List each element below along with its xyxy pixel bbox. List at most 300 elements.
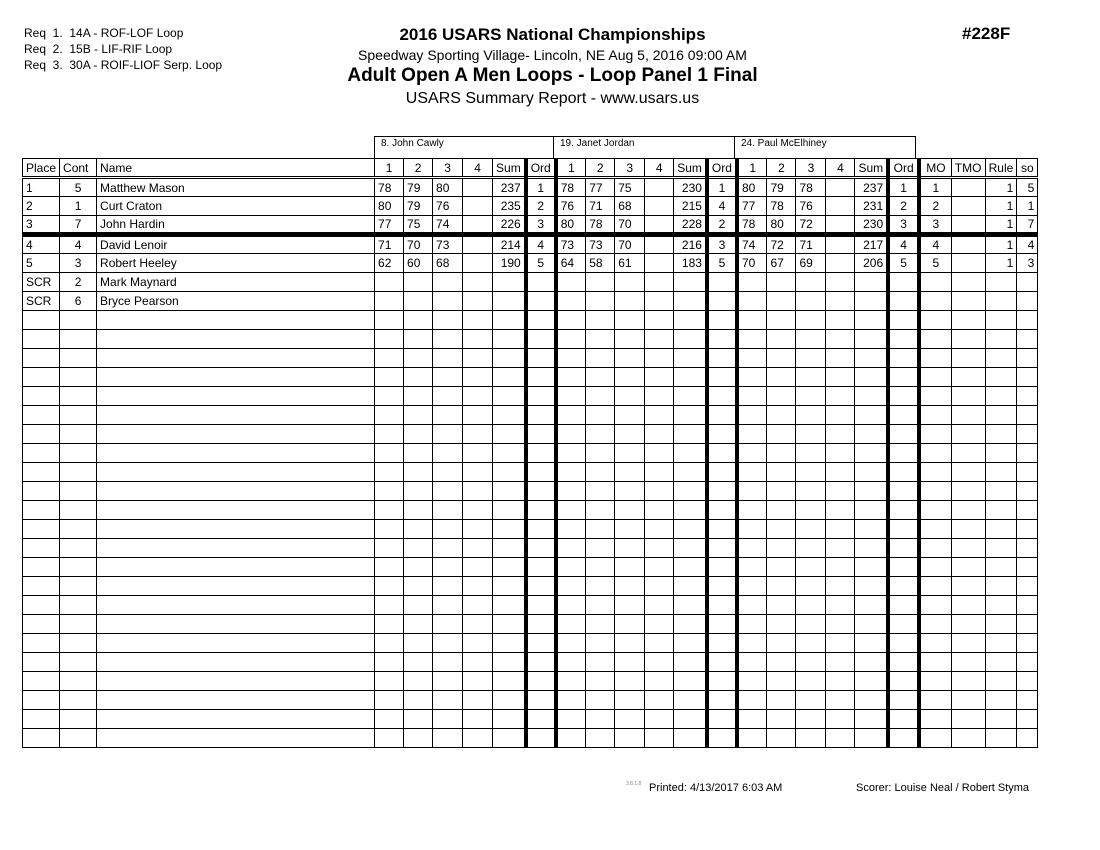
judge-1-score-4 xyxy=(463,254,493,273)
judge-2-sum xyxy=(674,387,707,406)
judge-1-score-4 xyxy=(463,292,493,311)
judge-2-score-3: 70 xyxy=(615,235,645,254)
col-j3-s2: 2 xyxy=(767,159,796,178)
judge-3-score-2: 80 xyxy=(767,216,796,235)
judge-1-sum xyxy=(493,330,526,349)
judge-1-sum xyxy=(493,349,526,368)
tmo-cell xyxy=(951,368,985,387)
mo-cell: 5 xyxy=(919,254,951,273)
rule-cell xyxy=(985,710,1017,729)
judge-1-score-1 xyxy=(375,444,404,463)
judge-1-score-3 xyxy=(433,729,463,748)
judge-3-score-4 xyxy=(826,520,855,539)
judge-1-sum xyxy=(493,558,526,577)
place-cell xyxy=(23,710,60,729)
rule-cell xyxy=(985,311,1017,330)
judge-1-ordinal xyxy=(526,672,556,691)
place-cell: 5 xyxy=(23,254,60,273)
judge-2-score-1 xyxy=(556,387,586,406)
cont-cell: 7 xyxy=(60,216,97,235)
judge-3-sum xyxy=(855,596,888,615)
judge-1-ordinal xyxy=(526,615,556,634)
judge-1-score-3: 80 xyxy=(433,178,463,197)
judge-1-score-2 xyxy=(404,615,433,634)
place-cell xyxy=(23,349,60,368)
judge-1-sum: 237 xyxy=(493,178,526,197)
judge-2-score-3 xyxy=(615,539,645,558)
judge-3-score-3 xyxy=(796,710,826,729)
table-row xyxy=(23,596,1038,615)
judge-1-score-2 xyxy=(404,653,433,672)
judge-1-score-1 xyxy=(375,292,404,311)
cont-cell xyxy=(60,349,97,368)
judge-3-score-4 xyxy=(826,710,855,729)
judge-2-score-2 xyxy=(586,691,615,710)
place-cell xyxy=(23,729,60,748)
judge-1-score-4 xyxy=(463,349,493,368)
judge-1-score-2 xyxy=(404,672,433,691)
place-cell xyxy=(23,406,60,425)
table-row xyxy=(23,577,1038,596)
judge-1-score-3 xyxy=(433,710,463,729)
judge-3-ordinal xyxy=(888,615,919,634)
judge-3-score-3 xyxy=(796,387,826,406)
judge-3-sum xyxy=(855,444,888,463)
table-row xyxy=(23,425,1038,444)
judge-2-sum xyxy=(674,444,707,463)
judge-2-score-2 xyxy=(586,406,615,425)
judge-2-score-4 xyxy=(645,729,674,748)
skater-name-cell xyxy=(97,368,375,387)
judge-3-score-2 xyxy=(767,577,796,596)
judge-3-score-2 xyxy=(767,349,796,368)
tmo-cell xyxy=(951,444,985,463)
judge-3-ordinal xyxy=(888,406,919,425)
judge-2-score-4 xyxy=(645,387,674,406)
judge-1-score-1 xyxy=(375,368,404,387)
judge-2-score-3 xyxy=(615,463,645,482)
judge-1-score-2 xyxy=(404,406,433,425)
mo-cell xyxy=(919,463,951,482)
judge-1-score-4 xyxy=(463,596,493,615)
judge-1-score-3 xyxy=(433,558,463,577)
judge-3-sum xyxy=(855,273,888,292)
rule-cell xyxy=(985,273,1017,292)
judge-3-sum xyxy=(855,330,888,349)
judge-3-sum xyxy=(855,406,888,425)
results-table xyxy=(22,158,1038,748)
table-row xyxy=(23,653,1038,672)
judge-3-score-2 xyxy=(767,672,796,691)
col-j3-ord: Ord xyxy=(888,159,919,178)
tmo-cell xyxy=(951,387,985,406)
judge-3-score-1 xyxy=(737,691,767,710)
judge-1-score-2 xyxy=(404,501,433,520)
so-cell xyxy=(1017,729,1038,748)
tmo-cell xyxy=(951,653,985,672)
judge-3-ordinal xyxy=(888,691,919,710)
judge-3-score-3: 72 xyxy=(796,216,826,235)
judge-2-score-2: 78 xyxy=(586,216,615,235)
judge-2-score-2: 58 xyxy=(586,254,615,273)
judge-3-ordinal: 1 xyxy=(888,178,919,197)
judge-1-ordinal xyxy=(526,406,556,425)
place-cell xyxy=(23,653,60,672)
judge-1-score-1 xyxy=(375,349,404,368)
mo-cell: 4 xyxy=(919,235,951,254)
judge-1-score-4 xyxy=(463,577,493,596)
place-cell xyxy=(23,444,60,463)
judge-1-sum xyxy=(493,387,526,406)
judge-1-score-3: 73 xyxy=(433,235,463,254)
judge-3-sum xyxy=(855,710,888,729)
judge-3-ordinal xyxy=(888,653,919,672)
mo-cell xyxy=(919,653,951,672)
judge-2-sum xyxy=(674,425,707,444)
judge-2-score-2 xyxy=(586,672,615,691)
judge-2-ordinal xyxy=(707,520,737,539)
judge-1-score-3 xyxy=(433,520,463,539)
col-j2-ord: Ord xyxy=(707,159,737,178)
judge-3-score-3 xyxy=(796,406,826,425)
cont-cell xyxy=(60,520,97,539)
judge-3-score-2 xyxy=(767,558,796,577)
judge-1-score-4 xyxy=(463,634,493,653)
judge-1-header: 8. John Cawly xyxy=(374,136,554,158)
judge-2-sum: 216 xyxy=(674,235,707,254)
judge-1-sum xyxy=(493,729,526,748)
skater-name-cell xyxy=(97,653,375,672)
judge-1-ordinal xyxy=(526,501,556,520)
judge-3-score-1: 74 xyxy=(737,235,767,254)
judge-3-score-1 xyxy=(737,577,767,596)
table-row xyxy=(23,482,1038,501)
judge-2-ordinal xyxy=(707,273,737,292)
judge-1-sum xyxy=(493,653,526,672)
judge-1-score-3 xyxy=(433,273,463,292)
judge-2-score-4 xyxy=(645,558,674,577)
printed-timestamp: Printed: 4/13/2017 6:03 AM xyxy=(649,782,783,794)
place-cell xyxy=(23,311,60,330)
judge-2-header: 19. Janet Jordan xyxy=(553,136,735,158)
table-row xyxy=(23,254,1038,273)
judge-3-score-4 xyxy=(826,235,855,254)
rule-cell: 1 xyxy=(985,197,1017,216)
place-cell: 1 xyxy=(23,178,60,197)
judge-3-sum xyxy=(855,501,888,520)
judge-3-score-2: 72 xyxy=(767,235,796,254)
judge-2-sum xyxy=(674,292,707,311)
mo-cell xyxy=(919,444,951,463)
judge-3-score-2 xyxy=(767,444,796,463)
so-cell xyxy=(1017,482,1038,501)
judge-2-score-3: 68 xyxy=(615,197,645,216)
mo-cell: 2 xyxy=(919,197,951,216)
judge-2-sum xyxy=(674,349,707,368)
mo-cell xyxy=(919,672,951,691)
judge-3-score-2 xyxy=(767,501,796,520)
tmo-cell xyxy=(951,254,985,273)
judge-3-score-2 xyxy=(767,463,796,482)
rule-cell: 1 xyxy=(985,216,1017,235)
judge-3-ordinal xyxy=(888,444,919,463)
judge-3-score-2 xyxy=(767,691,796,710)
skater-name-cell xyxy=(97,311,375,330)
judge-3-score-3 xyxy=(796,444,826,463)
judge-1-score-1 xyxy=(375,653,404,672)
judge-3-score-2: 67 xyxy=(767,254,796,273)
judge-1-sum xyxy=(493,444,526,463)
judge-2-score-1 xyxy=(556,482,586,501)
mo-cell xyxy=(919,596,951,615)
judge-2-score-1: 80 xyxy=(556,216,586,235)
judge-3-score-3 xyxy=(796,330,826,349)
judge-3-score-4 xyxy=(826,672,855,691)
judge-2-score-3 xyxy=(615,653,645,672)
place-cell xyxy=(23,596,60,615)
so-cell xyxy=(1017,311,1038,330)
judge-3-score-1: 78 xyxy=(737,216,767,235)
judge-2-score-4 xyxy=(645,615,674,634)
judge-1-score-3: 76 xyxy=(433,197,463,216)
judge-2-score-1 xyxy=(556,330,586,349)
col-j2-s3: 3 xyxy=(615,159,645,178)
rule-cell xyxy=(985,691,1017,710)
judge-2-score-4 xyxy=(645,710,674,729)
judge-1-sum xyxy=(493,672,526,691)
judge-2-score-1: 76 xyxy=(556,197,586,216)
judge-1-sum xyxy=(493,615,526,634)
mo-cell: 1 xyxy=(919,178,951,197)
tmo-cell xyxy=(951,596,985,615)
table-row xyxy=(23,216,1038,235)
cont-cell xyxy=(60,425,97,444)
judge-3-score-2 xyxy=(767,406,796,425)
judge-1-score-1 xyxy=(375,672,404,691)
judge-1-ordinal xyxy=(526,482,556,501)
table-row xyxy=(23,710,1038,729)
judge-2-score-2 xyxy=(586,539,615,558)
judge-1-score-1: 77 xyxy=(375,216,404,235)
judge-3-sum xyxy=(855,558,888,577)
judge-3-score-1 xyxy=(737,615,767,634)
judge-1-score-4 xyxy=(463,368,493,387)
rule-cell: 1 xyxy=(985,178,1017,197)
judge-2-sum xyxy=(674,406,707,425)
judge-3-score-2 xyxy=(767,596,796,615)
judge-2-score-4 xyxy=(645,311,674,330)
mo-cell xyxy=(919,520,951,539)
judge-3-score-4 xyxy=(826,349,855,368)
judge-3-ordinal xyxy=(888,273,919,292)
judge-2-sum xyxy=(674,653,707,672)
software-version: 3.8.1.8 xyxy=(626,781,642,787)
judge-1-sum xyxy=(493,425,526,444)
col-j3-s3: 3 xyxy=(796,159,826,178)
judge-3-score-4 xyxy=(826,463,855,482)
skater-name-cell xyxy=(97,596,375,615)
judge-1-ordinal xyxy=(526,691,556,710)
judge-1-score-2: 75 xyxy=(404,216,433,235)
mo-cell xyxy=(919,482,951,501)
judge-1-sum xyxy=(493,311,526,330)
skater-name-cell xyxy=(97,330,375,349)
judge-1-score-1 xyxy=(375,387,404,406)
judge-1-sum: 235 xyxy=(493,197,526,216)
tmo-cell xyxy=(951,197,985,216)
skater-name-cell xyxy=(97,672,375,691)
tmo-cell xyxy=(951,330,985,349)
col-tmo: TMO xyxy=(951,159,985,178)
judge-3-sum: 217 xyxy=(855,235,888,254)
judge-1-score-1 xyxy=(375,710,404,729)
col-j1-s1: 1 xyxy=(375,159,404,178)
mo-cell xyxy=(919,406,951,425)
judge-2-score-1: 64 xyxy=(556,254,586,273)
judge-3-score-4 xyxy=(826,482,855,501)
judge-2-score-3 xyxy=(615,482,645,501)
judge-2-score-3 xyxy=(615,330,645,349)
judge-3-score-3 xyxy=(796,653,826,672)
mo-cell: 3 xyxy=(919,216,951,235)
judge-1-score-2 xyxy=(404,596,433,615)
judge-3-score-1: 77 xyxy=(737,197,767,216)
table-row xyxy=(23,178,1038,197)
cont-cell xyxy=(60,501,97,520)
judge-2-score-3: 61 xyxy=(615,254,645,273)
judge-2-score-4 xyxy=(645,501,674,520)
judge-1-score-2 xyxy=(404,444,433,463)
judge-1-ordinal xyxy=(526,463,556,482)
place-cell: SCR xyxy=(23,273,60,292)
judge-1-score-1 xyxy=(375,406,404,425)
judge-1-score-2 xyxy=(404,558,433,577)
judge-2-ordinal xyxy=(707,444,737,463)
judge-3-score-3 xyxy=(796,577,826,596)
rule-cell xyxy=(985,577,1017,596)
judge-3-score-3 xyxy=(796,368,826,387)
mo-cell xyxy=(919,615,951,634)
venue-date: Speedway Sporting Village- Lincoln, NE Aug 5, 2016 09:00 AM xyxy=(358,47,747,63)
judge-3-score-2 xyxy=(767,311,796,330)
judge-3-sum xyxy=(855,463,888,482)
skater-name-cell: Matthew Mason xyxy=(97,178,375,197)
rule-cell xyxy=(985,653,1017,672)
judge-3-score-4 xyxy=(826,558,855,577)
judge-1-score-4 xyxy=(463,539,493,558)
tmo-cell xyxy=(951,425,985,444)
so-cell xyxy=(1017,672,1038,691)
report-header xyxy=(300,24,805,110)
judge-3-header: 24. Paul McElhiney xyxy=(734,136,916,158)
judge-1-score-1 xyxy=(375,425,404,444)
judge-3-score-4 xyxy=(826,406,855,425)
tmo-cell xyxy=(951,729,985,748)
judge-2-score-2 xyxy=(586,368,615,387)
judge-3-score-4 xyxy=(826,311,855,330)
judge-1-sum xyxy=(493,577,526,596)
judge-3-sum xyxy=(855,577,888,596)
judge-3-sum xyxy=(855,387,888,406)
table-row xyxy=(23,615,1038,634)
judge-2-score-1 xyxy=(556,615,586,634)
judge-3-score-4 xyxy=(826,577,855,596)
judge-1-score-1 xyxy=(375,577,404,596)
judge-1-score-4 xyxy=(463,311,493,330)
judge-3-ordinal xyxy=(888,482,919,501)
judge-3-sum xyxy=(855,311,888,330)
judge-3-score-1 xyxy=(737,444,767,463)
judge-2-score-4 xyxy=(645,653,674,672)
judge-3-score-4 xyxy=(826,330,855,349)
judge-3-score-3 xyxy=(796,596,826,615)
tmo-cell xyxy=(951,577,985,596)
table-row xyxy=(23,349,1038,368)
judge-1-score-2 xyxy=(404,463,433,482)
judge-2-score-2 xyxy=(586,520,615,539)
judge-1-score-3: 68 xyxy=(433,254,463,273)
tmo-cell xyxy=(951,349,985,368)
judge-2-score-3 xyxy=(615,729,645,748)
tmo-cell xyxy=(951,501,985,520)
judge-2-sum xyxy=(674,634,707,653)
place-cell xyxy=(23,463,60,482)
mo-cell xyxy=(919,691,951,710)
table-row xyxy=(23,387,1038,406)
judge-1-score-2 xyxy=(404,292,433,311)
judge-2-ordinal xyxy=(707,292,737,311)
judge-3-score-3 xyxy=(796,520,826,539)
skater-name-cell: John Hardin xyxy=(97,216,375,235)
cont-cell xyxy=(60,710,97,729)
judge-1-score-2 xyxy=(404,634,433,653)
judge-3-score-2 xyxy=(767,482,796,501)
judge-3-score-2 xyxy=(767,634,796,653)
judge-2-score-2 xyxy=(586,463,615,482)
judge-2-score-2 xyxy=(586,615,615,634)
judge-2-score-1 xyxy=(556,691,586,710)
judge-1-score-3 xyxy=(433,406,463,425)
so-cell: 1 xyxy=(1017,197,1038,216)
judge-3-sum xyxy=(855,672,888,691)
event-number: #228F xyxy=(962,24,1011,43)
judge-2-sum xyxy=(674,710,707,729)
judge-1-score-3 xyxy=(433,330,463,349)
judge-2-ordinal xyxy=(707,311,737,330)
judge-1-score-4 xyxy=(463,387,493,406)
rule-cell xyxy=(985,406,1017,425)
skater-name-cell: Curt Craton xyxy=(97,197,375,216)
judge-3-sum xyxy=(855,615,888,634)
judge-1-score-4 xyxy=(463,406,493,425)
judge-3-score-1 xyxy=(737,425,767,444)
judge-2-score-3 xyxy=(615,273,645,292)
judge-3-ordinal xyxy=(888,596,919,615)
so-cell xyxy=(1017,615,1038,634)
judge-2-score-4 xyxy=(645,691,674,710)
judge-1-score-4 xyxy=(463,463,493,482)
skater-name-cell xyxy=(97,634,375,653)
judge-3-ordinal: 3 xyxy=(888,216,919,235)
place-cell xyxy=(23,539,60,558)
judge-1-score-3 xyxy=(433,691,463,710)
judge-3-score-4 xyxy=(826,425,855,444)
judge-2-score-1 xyxy=(556,596,586,615)
judge-1-score-4 xyxy=(463,235,493,254)
event-title: Adult Open A Men Loops - Loop Panel 1 Final xyxy=(347,65,758,86)
judge-1-sum xyxy=(493,710,526,729)
so-cell: 3 xyxy=(1017,254,1038,273)
